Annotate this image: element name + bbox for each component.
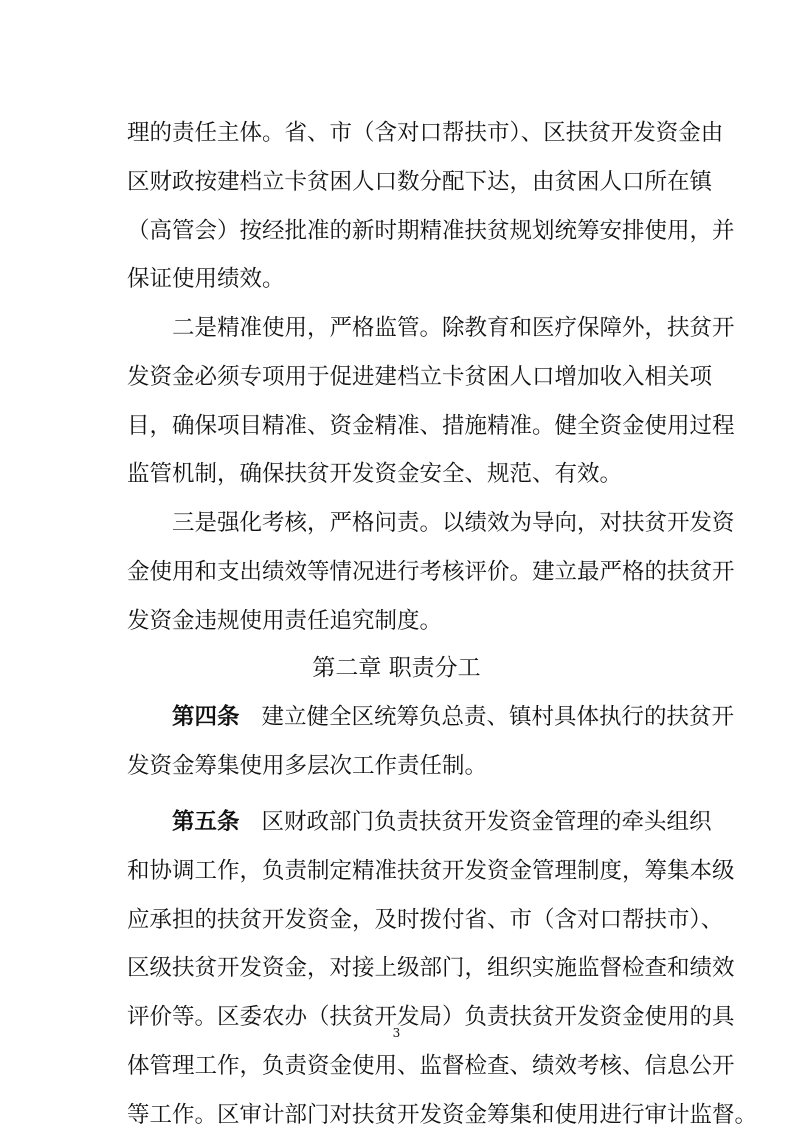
body-line: 保证使用绩效。 [127, 266, 285, 292]
body-line: 理的责任主体。省、市（含对口帮扶市）、区扶贫开发资金由 [127, 120, 724, 146]
article-5-first-line [172, 806, 712, 838]
body-line: 区财政按建档立卡贫困人口数分配下达，由贫困人口所在镇 [127, 169, 713, 195]
article-4-first-line [172, 701, 735, 733]
body-line: 和协调工作，负责制定精准扶贫开发资金管理制度，筹集本级 [127, 858, 735, 884]
body-line: 金使用和支出绩效等情况进行考核评价。建立最严格的扶贫开 [127, 559, 735, 585]
body-line: 目，确保项目精准、资金精准、措施精准。健全资金使用过程 [127, 413, 735, 439]
page-number: 3 [392, 1026, 401, 1040]
body-line: 发资金筹集使用多层次工作责任制。 [127, 753, 488, 779]
body-line: 三是强化考核，严格问责。以绩效为导向，对扶贫开发资 [172, 510, 735, 536]
body-line: 二是精准使用，严格监管。除教育和医疗保障外，扶贫开 [172, 315, 735, 341]
article-4-label: 第四条 [172, 704, 240, 730]
body-line: 等工作。区审计部门对扶贫开发资金筹集和使用进行审计监督。 [127, 1102, 758, 1128]
article-4-text: 建立健全区统筹负总责、镇村具体执行的扶贫开 [261, 704, 735, 730]
body-line: 发资金必须专项用于促进建档立卡贫困人口增加收入相关项 [127, 364, 713, 390]
body-line: 应承担的扶贫开发资金，及时拨付省、市（含对口帮扶市）、 [127, 907, 724, 933]
body-line: 体管理工作，负责资金使用、监督检查、绩效考核、信息公开 [127, 1053, 735, 1079]
chapter-heading: 第二章 职责分工 [312, 655, 481, 681]
article-5-text: 区财政部门负责扶贫开发资金管理的牵头组织 [261, 809, 712, 835]
body-line: 区级扶贫开发资金，对接上级部门，组织实施监督检查和绩效 [127, 955, 735, 981]
body-line: （高管会）按经批准的新时期精准扶贫规划统筹安排使用，并 [127, 218, 735, 244]
body-line: 监管机制，确保扶贫开发资金安全、规范、有效。 [127, 461, 623, 487]
body-line: 发资金违规使用责任追究制度。 [127, 608, 443, 634]
body-line: 评价等。区委农办（扶贫开发局）负责扶贫开发资金使用的具 [127, 1004, 735, 1030]
article-5-label: 第五条 [172, 809, 240, 835]
